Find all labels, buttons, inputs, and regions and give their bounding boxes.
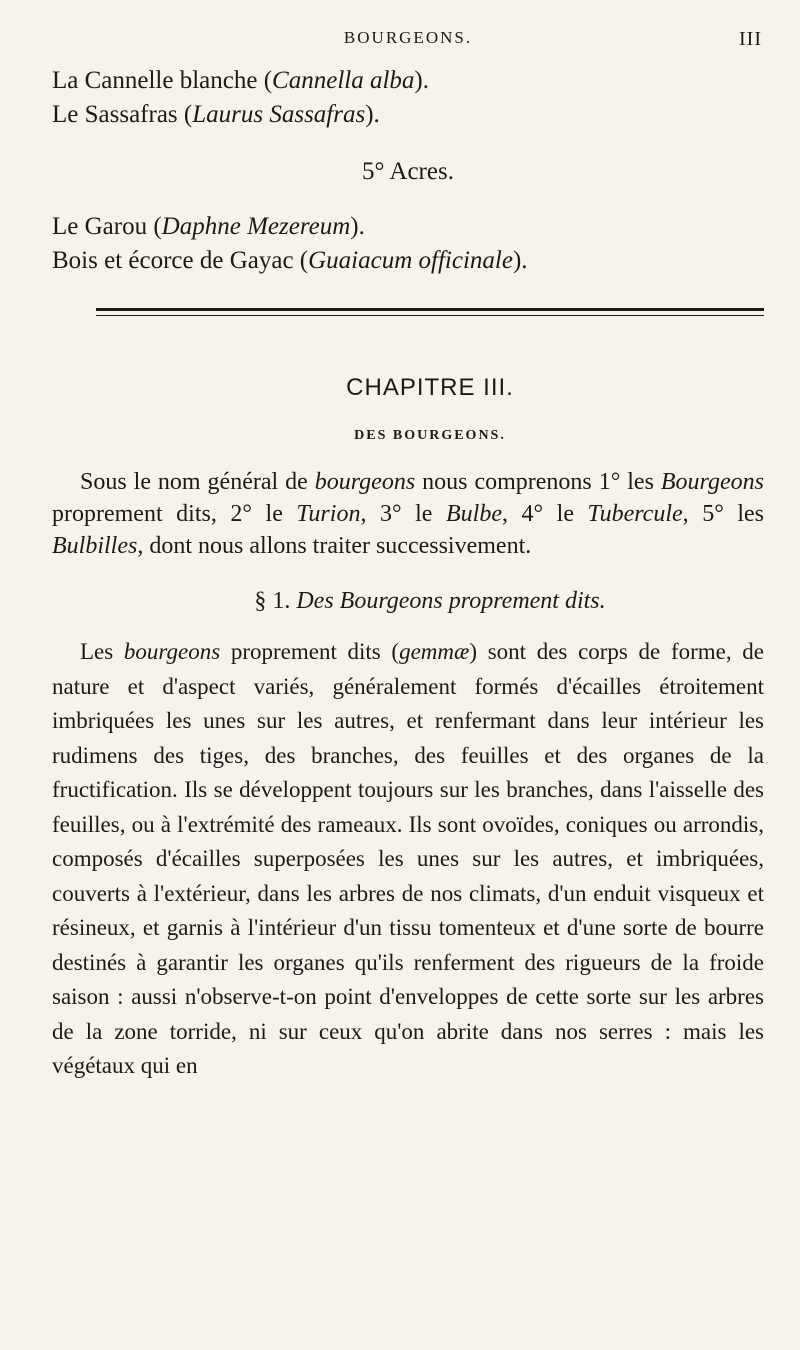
running-title: BOURGEONS. [343, 28, 473, 47]
intro-paragraph: Sous le nom général de bourgeons nous comprenons 1° les Bourgeons proprement dits, 2° le Turion, 3° le Bulbe, 4° le Tubercule, 5° les Bulbilles, dont nous allons traiter successivement. [52, 469, 765, 559]
book-page [52, 28, 764, 1107]
entry-gayac: Bois et écorce de Gayac (Guaiacum officinale). [52, 247, 528, 274]
running-head [52, 28, 764, 64]
entry-sassafras: Le Sassafras (Laurus Sassafras). [52, 101, 380, 128]
body-paragraph: Les bourgeons proprement dits (gemmæ) sont des corps de forme, de nature et d'aspect variés, généralement formés d'écailles étroitement imbriquées les unes sur les autres, et renfermant dans leur intérieur les rudimens des tiges, des branches, des feuilles et des organes de la fructification. Ils se développent toujours sur les branches, dans l'aisselle des feuilles, ou à l'extrémité des rameaux. Ils sont ovoïdes, coniques ou arrondis, composés d'écailles superposées les unes sur les autres, et imbriquées, couverts à l'extérieur, dans les arbres de nos climats, d'un enduit visqueux et résineux, et garnis à l'intérieur d'un tissu tomenteux et d'une sorte de bourre destinés à garantir les organes qu'ils renferment des rigueurs de la froide saison : aussi n'observe-t-on point d'enveloppes de cette sorte sur les arbres de la zone torride, ni sur ceux qu'on abrite dans nos serres : mais les végétaux qui en [52, 639, 764, 1078]
section-heading: § 1. Des Bourgeons proprement dits. [254, 588, 606, 614]
chapter-title: CHAPITRE III. [346, 374, 514, 401]
section-label-acres: 5° Acres. [362, 158, 454, 185]
entry-list-bottom [52, 210, 764, 278]
chapter-subtitle: DES BOURGEONS. [354, 428, 506, 443]
entry-cannelle: La Cannelle blanche (Cannella alba). [52, 67, 429, 94]
entry-garou: Le Garou (Daphne Mezereum). [52, 213, 365, 240]
page-number: III [739, 28, 762, 50]
double-rule-divider [96, 308, 764, 316]
entry-list-top [52, 64, 764, 132]
